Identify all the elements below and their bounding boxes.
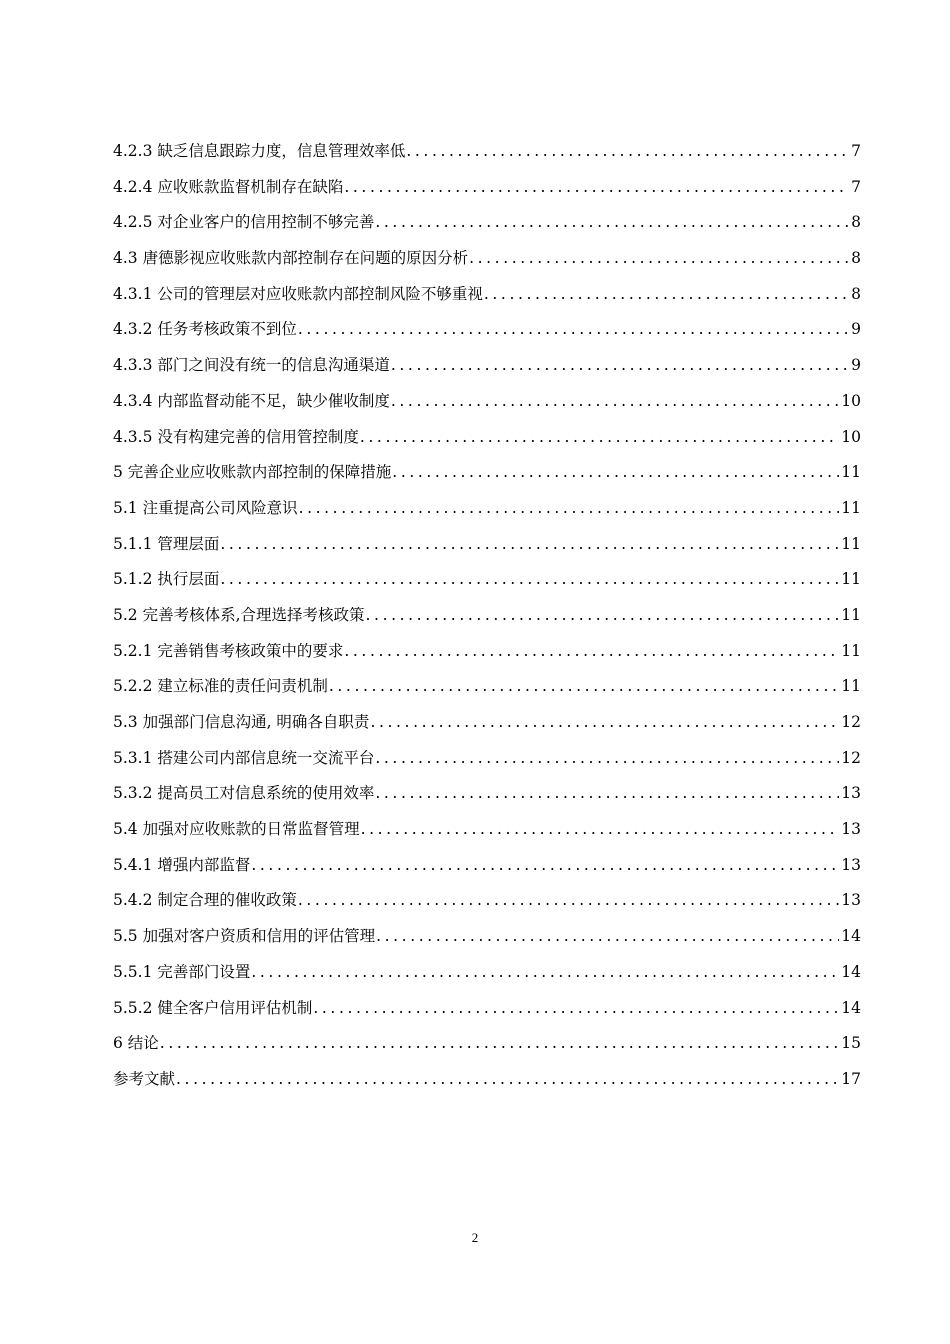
toc-entry-page: 8: [851, 284, 861, 303]
toc-entry-title: 5.5.1 完善部门设置: [113, 962, 251, 981]
toc-entry-page: 11: [841, 534, 861, 553]
toc-entry[interactable]: [113, 134, 861, 170]
toc-entry-title: 4.3.4 内部监督动能不足，缺少催收制度: [113, 391, 390, 410]
toc-entry[interactable]: [113, 455, 861, 491]
toc-dot-leader: [344, 170, 849, 206]
toc-entry-title: 5.1.2 执行层面: [113, 570, 220, 589]
toc-entry[interactable]: [113, 384, 861, 420]
toc-dot-leader: [375, 741, 839, 777]
toc-entry-title: 5.1.1 管理层面: [113, 534, 220, 553]
toc-dot-leader: [361, 812, 840, 848]
toc-dot-leader: [406, 134, 849, 170]
toc-entry-page: 7: [851, 142, 861, 160]
toc-entry-page: 14: [841, 927, 861, 946]
toc-dot-leader: [220, 562, 839, 598]
toc-entry-title: 5.1 注重提高公司风险意识: [113, 498, 298, 517]
toc-entry-title: 5.3.1 搭建公司内部信息统一交流平台: [113, 748, 375, 767]
toc-dot-leader: [375, 776, 839, 812]
toc-entry[interactable]: [113, 776, 861, 812]
toc-entry-title: 5.4.2 制定合理的催收政策: [113, 891, 297, 910]
toc-entry-title: 5 完善企业应收账款内部控制的保障措施: [113, 463, 392, 482]
toc-dot-leader: [391, 384, 839, 420]
toc-entry[interactable]: [113, 527, 861, 563]
toc-entry[interactable]: [113, 669, 861, 705]
toc-entry-title: 4.2.5 对企业客户的信用控制不够完善: [113, 213, 375, 232]
toc-entry-title: 4.3.2 任务考核政策不到位: [113, 320, 297, 339]
toc-entry-page: 11: [841, 677, 861, 696]
toc-entry-page: 11: [841, 570, 861, 589]
toc-dot-leader: [160, 1026, 839, 1062]
toc-entry-title: 5.5.2 健全客户信用评估机制: [113, 998, 313, 1017]
toc-entry[interactable]: [113, 634, 861, 670]
toc-entry[interactable]: [113, 348, 861, 384]
page-number: 2: [471, 1230, 479, 1245]
toc-entry[interactable]: [113, 705, 861, 741]
toc-entry-title: 5.5 加强对客户资质和信用的评估管理: [113, 927, 376, 946]
toc-entry-page: 9: [851, 320, 861, 339]
toc-dot-leader: [298, 312, 849, 348]
toc-entry-title: 5.3 加强部门信息沟通, 明确各自职责: [113, 713, 370, 731]
toc-entry-page: 13: [841, 855, 861, 874]
table-of-contents: [113, 134, 861, 1098]
toc-entry-page: 13: [841, 820, 861, 839]
toc-entry[interactable]: [113, 848, 861, 884]
toc-entry[interactable]: [113, 991, 861, 1027]
toc-dot-leader: [251, 955, 839, 991]
toc-entry-page: 11: [841, 641, 861, 660]
toc-entry-page: 12: [841, 713, 861, 731]
toc-entry-page: 11: [841, 498, 861, 517]
toc-entry-page: 11: [841, 463, 861, 482]
toc-entry-page: 9: [851, 356, 861, 375]
toc-entry-page: 11: [841, 605, 861, 624]
toc-entry-title: 6 结论: [113, 1034, 159, 1053]
toc-entry[interactable]: [113, 1026, 861, 1062]
toc-entry[interactable]: [113, 491, 861, 527]
toc-entry[interactable]: [113, 812, 861, 848]
toc-entry[interactable]: [113, 883, 861, 919]
toc-entry-page: 10: [841, 391, 861, 410]
toc-entry[interactable]: [113, 598, 861, 634]
toc-entry-title: 4.3.5 没有构建完善的信用管控制度: [113, 427, 359, 446]
toc-dot-leader: [313, 991, 839, 1027]
toc-entry[interactable]: [113, 241, 861, 277]
toc-entry-page: 8: [851, 213, 861, 232]
toc-dot-leader: [251, 848, 839, 884]
toc-entry-title: 5.2 完善考核体系,合理选择考核政策: [113, 605, 365, 624]
toc-entry-title: 参考文献: [113, 1069, 176, 1088]
toc-entry-title: 4.3.1 公司的管理层对应收账款内部控制风险不够重视: [113, 284, 483, 303]
toc-dot-leader: [370, 705, 839, 741]
toc-entry[interactable]: [113, 420, 861, 456]
toc-entry-page: 13: [841, 891, 861, 910]
toc-dot-leader: [360, 420, 839, 456]
toc-entry-page: 12: [841, 748, 861, 767]
toc-dot-leader: [375, 205, 849, 241]
toc-dot-leader: [298, 883, 839, 919]
toc-dot-leader: [299, 491, 840, 527]
toc-dot-leader: [220, 527, 839, 563]
toc-entry-page: 8: [851, 249, 861, 268]
toc-entry[interactable]: [113, 919, 861, 955]
toc-entry[interactable]: [113, 205, 861, 241]
toc-dot-leader: [329, 669, 839, 705]
toc-entry-title: 4.3.3 部门之间没有统一的信息沟通渠道: [113, 356, 390, 375]
toc-entry[interactable]: [113, 741, 861, 777]
toc-entry-title: 4.3 唐德影视应收账款内部控制存在问题的原因分析: [113, 249, 469, 268]
toc-entry-page: 7: [851, 177, 861, 196]
toc-dot-leader: [484, 277, 849, 313]
toc-entry[interactable]: [113, 562, 861, 598]
toc-dot-leader: [392, 455, 839, 491]
toc-dot-leader: [391, 348, 849, 384]
toc-entry-title: 5.3.2 提高员工对信息系统的使用效率: [113, 784, 375, 803]
toc-dot-leader: [376, 919, 839, 955]
toc-entry-title: 4.2.4 应收账款监督机制存在缺陷: [113, 177, 344, 196]
toc-dot-leader: [366, 598, 840, 634]
toc-entry-title: 5.4.1 增强内部监督: [113, 855, 251, 874]
toc-entry-page: 14: [841, 998, 861, 1017]
toc-entry-title: 5.4 加强对应收账款的日常监督管理: [113, 820, 360, 839]
toc-entry[interactable]: [113, 312, 861, 348]
toc-entry-page: 14: [841, 962, 861, 981]
toc-entry-page: 13: [841, 784, 861, 803]
toc-dot-leader: [469, 241, 849, 277]
toc-entry[interactable]: [113, 277, 861, 313]
toc-entry-page: 10: [841, 427, 861, 446]
toc-entry[interactable]: [113, 170, 861, 206]
toc-dot-leader: [344, 634, 839, 670]
toc-entry-page: 15: [841, 1034, 861, 1053]
toc-entry[interactable]: [113, 955, 861, 991]
toc-entry-title: 4.2.3 缺乏信息跟踪力度，信息管理效率低: [113, 142, 406, 160]
toc-entry-title: 5.2.2 建立标准的责任问责机制: [113, 677, 328, 696]
toc-entry-title: 5.2.1 完善销售考核政策中的要求: [113, 641, 344, 660]
toc-entry[interactable]: [113, 1062, 861, 1098]
toc-entry-page: 17: [841, 1069, 861, 1088]
toc-dot-leader: [176, 1062, 839, 1098]
